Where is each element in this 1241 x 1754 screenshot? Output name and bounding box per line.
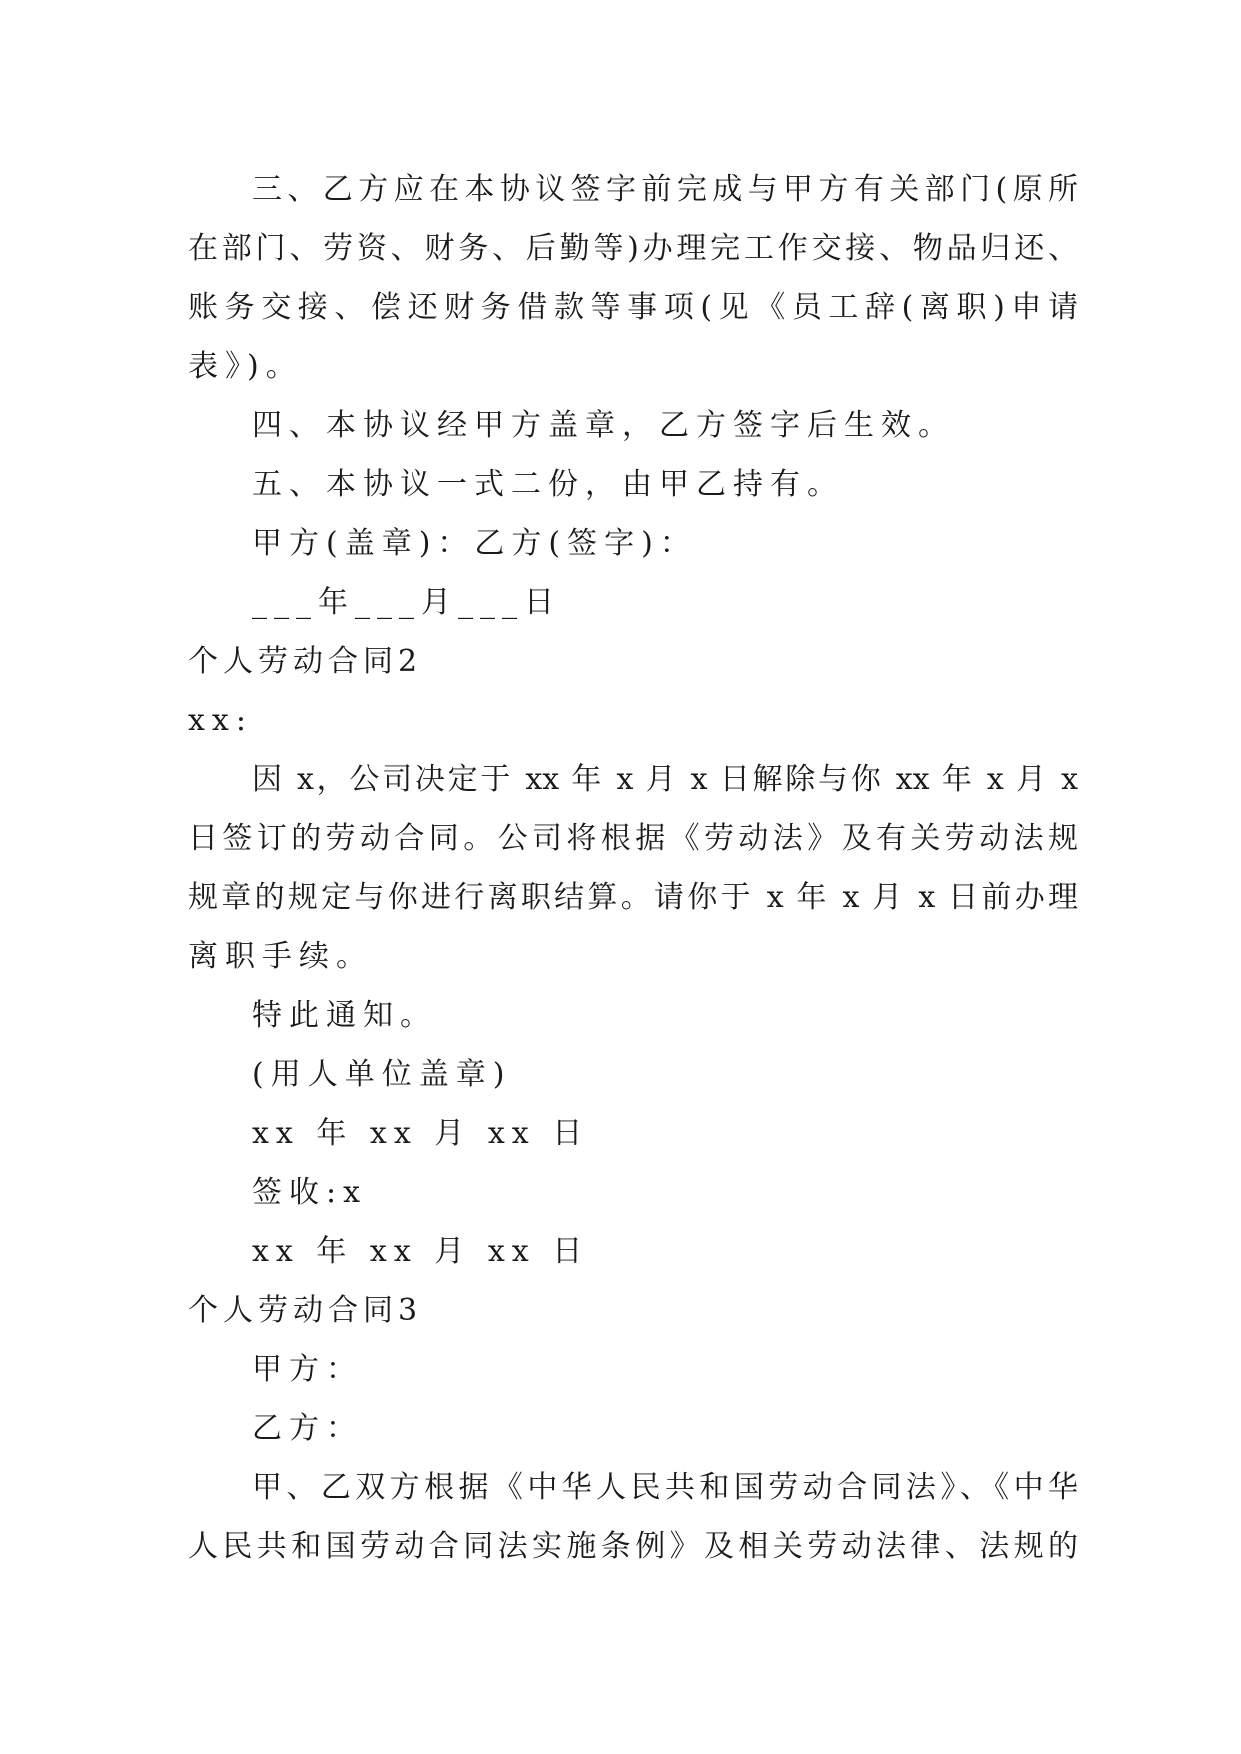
item-3-line-4: 表》)。 bbox=[188, 349, 303, 384]
date-line: ___年___月___日 bbox=[252, 585, 561, 620]
notice-body-line-1: 因 x，公司决定于 xx 年 x 月 x 日解除与你 xx 年 x 月 x bbox=[252, 762, 1078, 797]
signature-line: 甲方(盖章)：乙方(签字)： bbox=[252, 526, 697, 561]
notice-date: xx 年 xx 月 xx 日 bbox=[252, 1116, 590, 1151]
contract-body-line-2: 人民共和国劳动合同法实施条例》及相关劳动法律、法规的 bbox=[188, 1529, 1078, 1564]
notice-body-line-4: 离职手续。 bbox=[188, 939, 373, 974]
contract-body-line-1: 甲、乙双方根据《中华人民共和国劳动合同法》、《中华 bbox=[252, 1470, 1078, 1505]
item-3-line-1: 三、乙方应在本协议签字前完成与甲方有关部门(原所 bbox=[252, 172, 1078, 207]
notice-body-line-2: 日签订的劳动合同。公司将根据《劳动法》及有关劳动法规 bbox=[188, 821, 1078, 856]
party-a-label: 甲方： bbox=[252, 1352, 363, 1387]
section-3-heading: 个人劳动合同3 bbox=[188, 1293, 423, 1328]
receipt-date: xx 年 xx 月 xx 日 bbox=[252, 1234, 590, 1269]
employer-stamp-label: (用人单位盖章) bbox=[252, 1057, 512, 1092]
item-4: 四、本协议经甲方盖章，乙方签字后生效。 bbox=[252, 408, 955, 443]
item-5: 五、本协议一式二份，由甲乙持有。 bbox=[252, 467, 844, 502]
receipt-signature: 签收:x bbox=[252, 1175, 368, 1210]
item-3-line-3: 账务交接、偿还财务借款等事项(见《员工辞(离职)申请 bbox=[188, 290, 1078, 325]
party-b-label: 乙方： bbox=[252, 1411, 363, 1446]
notice-body-line-3: 规章的规定与你进行离职结算。请你于 x 年 x 月 x 日前办理 bbox=[188, 880, 1078, 915]
document-body bbox=[188, 160, 1078, 1576]
salutation: xx: bbox=[188, 703, 253, 738]
notice-closing: 特此通知。 bbox=[252, 998, 437, 1033]
section-2-heading: 个人劳动合同2 bbox=[188, 644, 423, 679]
item-3-line-2: 在部门、劳资、财务、后勤等)办理完工作交接、物品归还、 bbox=[188, 231, 1078, 266]
